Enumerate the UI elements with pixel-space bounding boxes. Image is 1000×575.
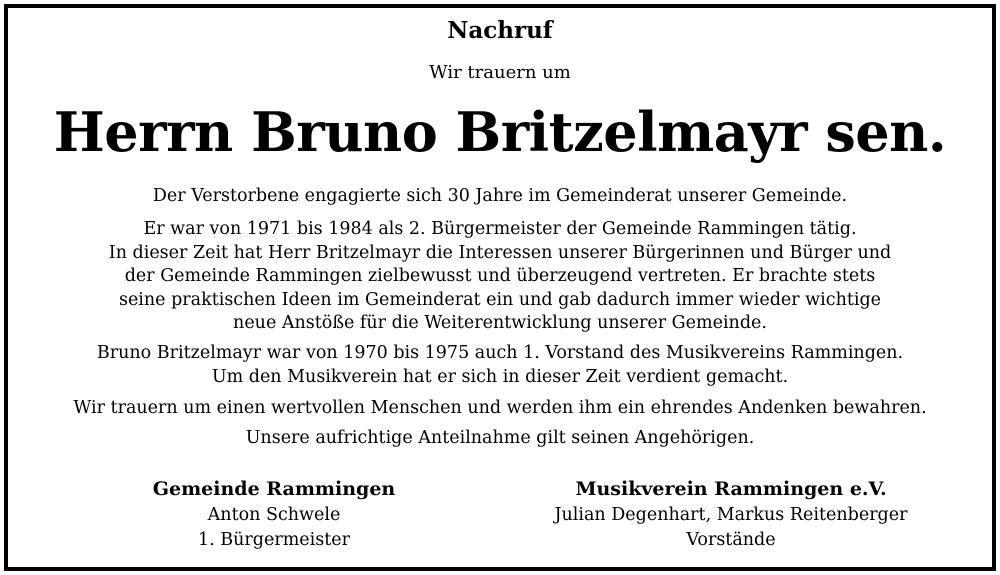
signature-organization: Musikverein Rammingen e.V.	[575, 478, 887, 500]
signature-person: Anton Schwele	[207, 505, 341, 525]
signature-person: Julian Degenhart, Markus Reitenberger	[554, 505, 908, 525]
signature-role: Vorstände	[686, 530, 776, 550]
paragraph-music-club	[0, 342, 1000, 389]
paragraph-line: Unsere aufrichtige Anteilnahme gilt seinen Angehörigen.	[245, 428, 755, 448]
signature-role: 1. Bürgermeister	[198, 530, 350, 550]
paragraph-service	[0, 185, 1000, 209]
signature-organization: Gemeinde Rammingen	[152, 478, 396, 500]
paragraph-line: seine praktischen Ideen im Gemeinderat ein und gab dadurch immer wieder wichtige	[118, 289, 882, 310]
signature-municipality	[74, 475, 474, 553]
paragraph-line: Um den Musikverein hat er sich in dieser Zeit verdient gemacht.	[211, 366, 789, 387]
paragraph-mourning	[0, 397, 1000, 421]
paragraph-line: Der Verstorbene engagierte sich 30 Jahre im Gemeinderat unserer Gemeinde.	[152, 186, 848, 206]
paragraph-line: neue Anstöße für die Weiterentwicklung unserer Gemeinde.	[233, 313, 767, 333]
paragraph-line: der Gemeinde Rammingen zielbewusst und überzeugend vertreten. Er brachte stets	[124, 266, 876, 286]
paragraph-line: Wir trauern um einen wertvollen Menschen und werden ihm ein ehrendes Andenken bewahren.	[73, 398, 927, 418]
paragraph-line: Bruno Britzelmayr war von 1970 bis 1975 auch 1. Vorstand des Musikvereins Rammingen.	[96, 343, 904, 363]
paragraph-mayor	[0, 218, 1000, 336]
notice-heading: Nachruf	[447, 17, 553, 44]
paragraph-line: In dieser Zeit hat Herr Britzelmayr die Interessen unserer Bürgerinnen und Bürger und	[108, 242, 892, 263]
notice-intro: Wir trauern um	[429, 62, 571, 83]
paragraph-line: Er war von 1971 bis 1984 als 2. Bürgermeister der Gemeinde Rammingen tätig.	[143, 219, 857, 239]
deceased-name: Herrn Bruno Britzelmayr sen.	[53, 100, 947, 164]
signature-music-club	[500, 475, 962, 553]
paragraph-condolences	[0, 427, 1000, 451]
